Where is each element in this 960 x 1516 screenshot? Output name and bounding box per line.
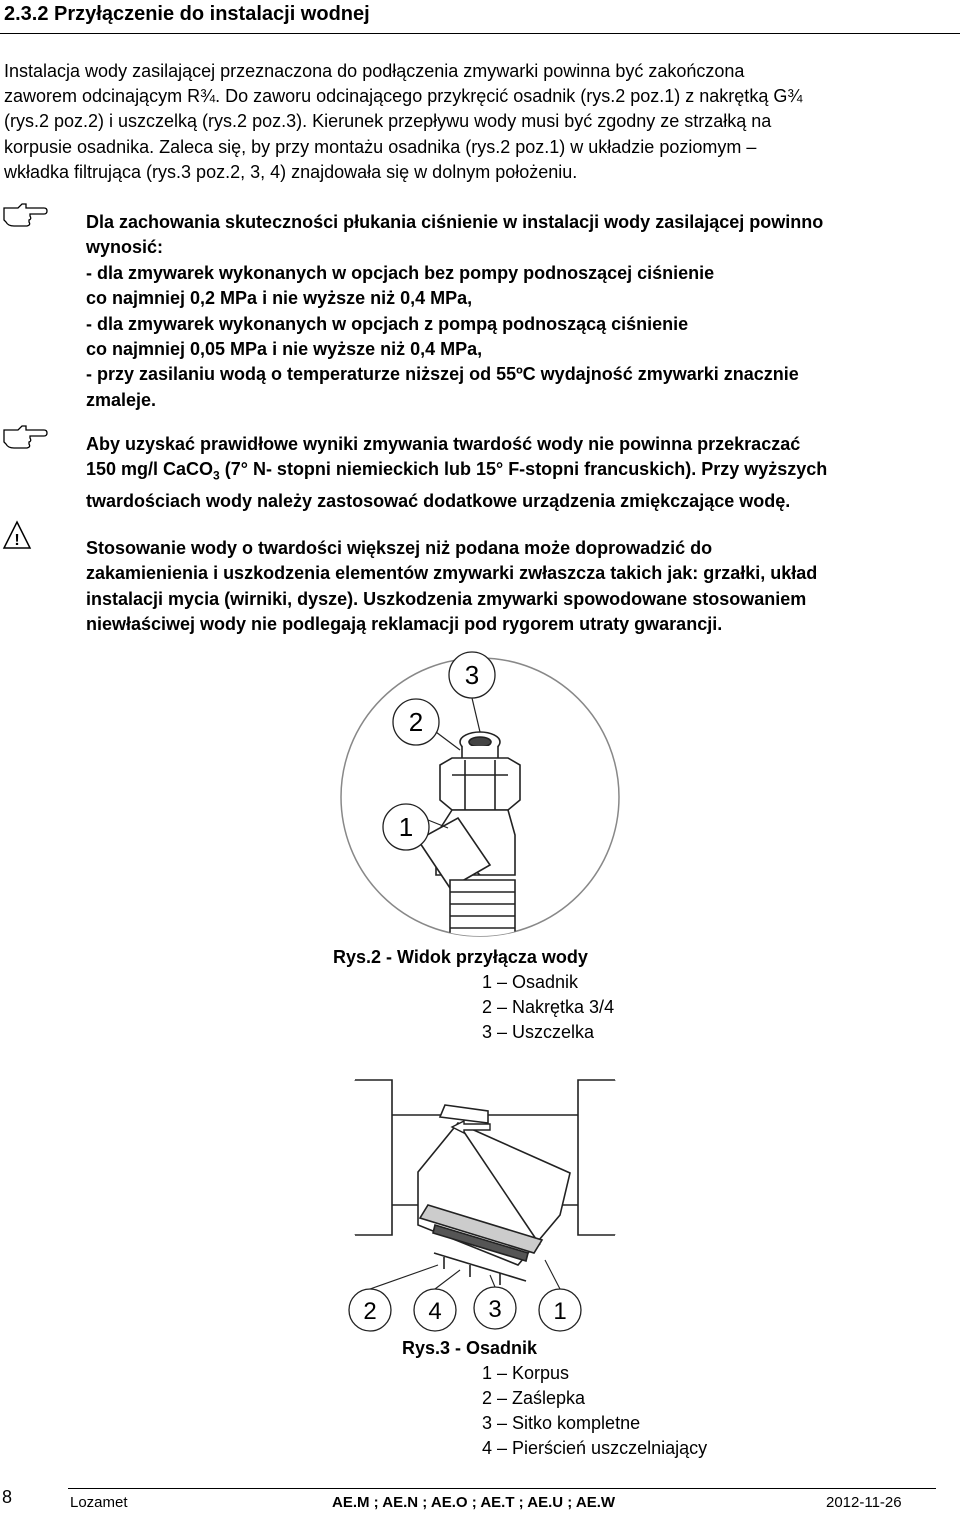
- figure2-item: 3 – Uszczelka: [482, 1022, 595, 1042]
- note-line-part: 150 mg/l CaCO: [86, 459, 214, 480]
- pointing-hand-icon: [2, 420, 48, 450]
- note-line: - przy zasilaniu wodą o temperaturze niższej od 55ºC wydajność zmywarki znacznie: [86, 364, 799, 385]
- title-rule: [0, 33, 960, 34]
- note-line: - dla zmywarek wykonanych w opcjach z pompą podnoszącą ciśnienie: [86, 313, 689, 334]
- figure2-caption-title: Rys.2 - Widok przyłącza wody: [333, 947, 588, 967]
- figure3-item: 3 – Sitko kompletne: [482, 1413, 641, 1433]
- figure2-label-1: 1: [398, 812, 414, 842]
- page-number: 8: [2, 1487, 13, 1507]
- intro-line: Instalacja wody zasilającej przeznaczona do podłączenia zmywarki powinna być zakończona: [4, 61, 745, 81]
- pointing-hand-icon: [2, 198, 48, 228]
- warning-mark: !: [14, 532, 20, 549]
- figure2-item: 1 – Osadnik: [482, 972, 579, 992]
- note-line: co najmniej 0,05 MPa i nie wyższe niż 0,4 MPa,: [86, 339, 483, 360]
- footer-date: 2012-11-26: [826, 1494, 902, 1511]
- figure3-label-1: 1: [553, 1298, 567, 1325]
- intro-line: korpusie osadnika. Zaleca się, by przy montażu osadnika (rys.2 poz.1) w układzie poziomym –: [4, 136, 757, 157]
- figure2-label-3: 3: [464, 660, 480, 690]
- note-water-pressure: [86, 210, 823, 413]
- note-line: - dla zmywarek wykonanych w opcjach bez pompy podnoszącej ciśnienie: [86, 262, 715, 283]
- note-line: niewłaściwej wody nie podlegają reklamacji pod rygorem utraty gwarancji.: [86, 614, 723, 635]
- note-line-part: (7° N- stopni niemieckich lub 15° F-stopni francuskich). Przy wyższych: [219, 459, 828, 480]
- figure3-label-4: 4: [428, 1298, 442, 1325]
- figure3-caption: [402, 1336, 707, 1461]
- figure3-label-2: 2: [363, 1298, 377, 1325]
- figure3-item: 1 – Korpus: [482, 1363, 570, 1383]
- figure3-caption-title: Rys.3 - Osadnik: [402, 1338, 538, 1358]
- intro-line: zaworem odcinającym R¾. Do zaworu odcinającego przykręcić osadnik (rys.2 poz.1) z nakrętką G¾: [4, 86, 803, 107]
- footer-company: Lozamet: [70, 1494, 128, 1511]
- subscript: 3: [213, 469, 220, 483]
- note-line: Dla zachowania skuteczności płukania ciśnienie w instalacji wody zasilającej powinno: [86, 212, 824, 232]
- note-line: co najmniej 0,2 MPa i nie wyższe niż 0,4 MPa,: [86, 288, 473, 309]
- note-line: wynosić:: [86, 237, 164, 258]
- note-line: instalacji mycia (wirniki, dysze). Uszkodzenia zmywarki spowodowane stosowaniem: [86, 588, 807, 609]
- intro-line: wkładka filtrująca (rys.3 poz.2, 3, 4) znajdowała się w dolnym położeniu.: [4, 161, 578, 182]
- note-line: [86, 457, 827, 489]
- footer-rule: [68, 1488, 936, 1489]
- figure2-caption: [333, 945, 614, 1045]
- note-line: twardościach wody należy zastosować dodatkowe urządzenia zmiękczające wodę.: [86, 491, 791, 512]
- section-title: 2.3.2 Przyłączenie do instalacji wodnej: [4, 3, 370, 25]
- figure3-item: 4 – Pierścień uszczelniający: [482, 1438, 708, 1458]
- figure2-item: 2 – Nakrętka 3/4: [482, 997, 615, 1017]
- note-water-hardness: [86, 432, 827, 515]
- note-line: zakamienienia i uszkodzenia elementów zmywarki zwłaszcza takich jak: grzałki, układ: [86, 563, 818, 584]
- figure3-label-3: 3: [488, 1296, 502, 1323]
- note-line: zmaleje.: [86, 389, 157, 410]
- note-line: Aby uzyskać prawidłowe wyniki zmywania twardość wody nie powinna przekraczać: [86, 434, 801, 454]
- intro-line: (rys.2 poz.2) i uszczelką (rys.2 poz.3). Kierunek przepływu wody musi być zgodny ze strzałką na: [4, 111, 772, 132]
- intro-paragraph: [4, 59, 954, 185]
- figure-strainer: [340, 1075, 630, 1340]
- figure-water-connection: [340, 650, 620, 940]
- warning-triangle-icon: [2, 520, 32, 550]
- footer-models: AE.M ; AE.N ; AE.O ; AE.T ; AE.U ; AE.W: [332, 1494, 616, 1511]
- figure2-label-2: 2: [408, 707, 424, 737]
- note-line: Stosowanie wody o twardości większej niż podana może doprowadzić do: [86, 538, 713, 558]
- note-warning: [86, 536, 817, 638]
- figure3-item: 2 – Zaślepka: [482, 1388, 586, 1408]
